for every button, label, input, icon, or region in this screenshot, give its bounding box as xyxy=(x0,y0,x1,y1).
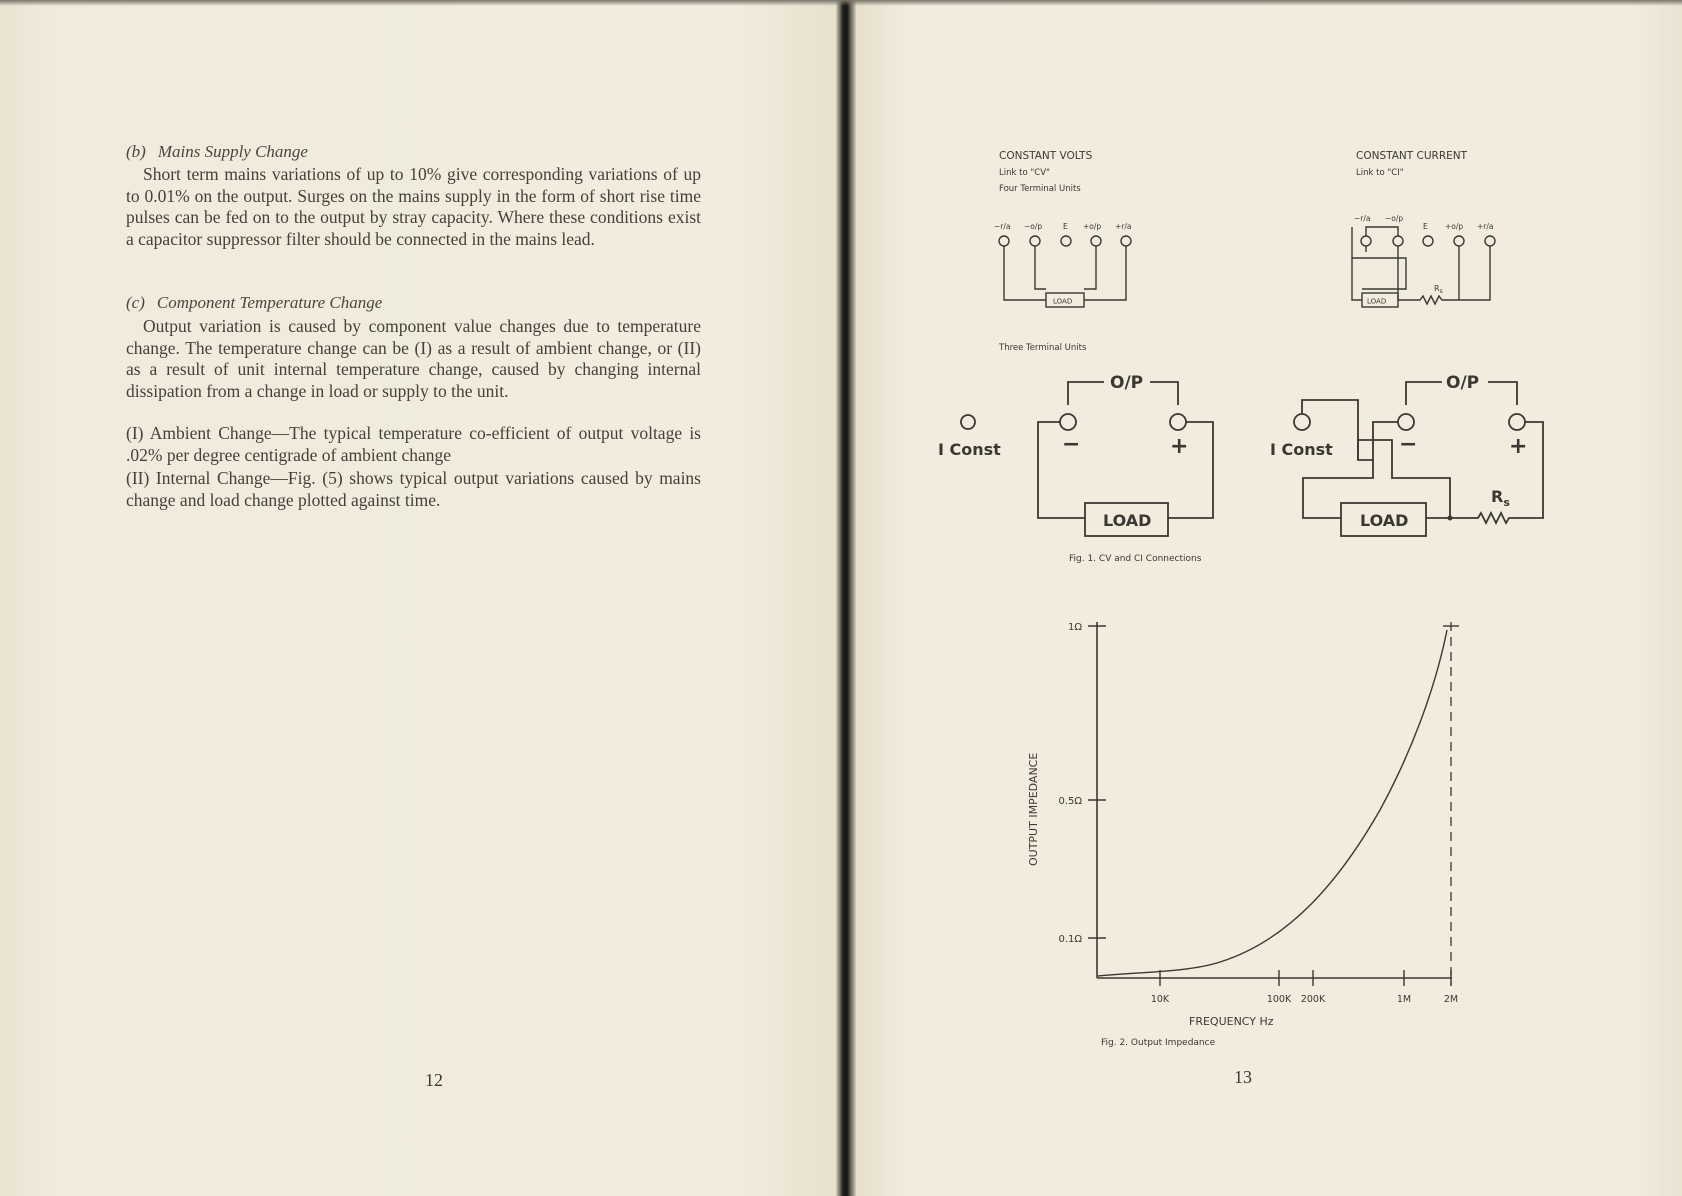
cv-four-terminal-diagram xyxy=(994,222,1132,307)
cc-op-label: O/P xyxy=(1446,373,1480,393)
cc-four-terminal-diagram xyxy=(1352,214,1495,307)
cv-minus-sign: − xyxy=(1062,432,1081,457)
cv-terminal xyxy=(1121,236,1131,246)
x-tick-label: 2M xyxy=(1443,994,1459,1005)
cv-title: CONSTANT VOLTS xyxy=(999,150,1093,162)
cc-plus-sign: + xyxy=(1509,434,1528,459)
section-b-paragraph: Short term mains variations of up to 10% give corresponding variations of up to 0.01% on the output. Surges on the mains supply in the form of short rise time pulses can be fed on to the output by stray capacity. Where these conditions exist a capacitor suppressor filter should be connected in the mains lead. xyxy=(126,164,701,249)
cv-plus-terminal xyxy=(1170,414,1186,430)
cv-iconst-terminal xyxy=(961,415,975,429)
section-c-item-2: (II) Internal Change—Fig. (5) shows typical output variations caused by mains change and load change plotted against time. xyxy=(126,468,701,510)
cv-three-terminal-diagram xyxy=(938,373,1213,536)
cv-terminal-label: −o/p xyxy=(1024,222,1043,231)
cc-terminal-label: E xyxy=(1423,222,1428,231)
cc-small-load-label: LOAD xyxy=(1367,297,1387,306)
three-terminal-label: Three Terminal Units xyxy=(999,343,1087,353)
section-c-label: (c) xyxy=(126,293,145,312)
x-tick-label: 100K xyxy=(1266,994,1292,1005)
cc-terminal xyxy=(1361,236,1371,246)
cc-resistor xyxy=(1450,422,1543,523)
cv-minus-terminal xyxy=(1060,414,1076,430)
y-axis-label: OUTPUT IMPEDANCE xyxy=(1027,752,1040,866)
cc-minus-terminal xyxy=(1398,414,1414,430)
cc-small-resistor xyxy=(1398,246,1490,304)
cc-small-rs-label: $R_s$ xyxy=(1434,284,1443,295)
cc-terminal-label: −o/p xyxy=(1385,214,1404,223)
cv-small-load-label: LOAD xyxy=(1053,297,1073,306)
cv-terminal xyxy=(1061,236,1071,246)
cc-minus-sign: − xyxy=(1399,432,1418,457)
cv-link: Link to "CV" xyxy=(999,168,1050,178)
four-terminal-label: Four Terminal Units xyxy=(999,184,1081,194)
cc-terminal xyxy=(1485,236,1495,246)
y-tick-label: 0.1Ω xyxy=(1058,934,1082,945)
cc-title: CONSTANT CURRENT xyxy=(1356,150,1468,162)
x-axis-label: FREQUENCY Hz xyxy=(1189,1015,1274,1028)
cc-iconst-terminal xyxy=(1294,414,1310,430)
cv-iconst-label: I Const xyxy=(938,440,1001,459)
cv-load-label: LOAD xyxy=(1103,511,1152,530)
page-number-left: 12 xyxy=(425,1070,443,1090)
fig1-caption: Fig. 1. CV and CI Connections xyxy=(1069,554,1202,564)
x-tick-label: 200K xyxy=(1300,994,1326,1005)
section-c-item-1: (I) Ambient Change—The typical temperature co-efficient of output voltage is .02% per degree centigrade of ambient change xyxy=(126,423,701,465)
fig2-caption: Fig. 2. Output Impedance xyxy=(1101,1038,1216,1048)
cv-terminal-label: −r/a xyxy=(994,222,1011,231)
impedance-curve xyxy=(1098,630,1447,976)
cc-plus-terminal xyxy=(1509,414,1525,430)
y-tick-label: 1Ω xyxy=(1067,622,1082,633)
page-number-right: 13 xyxy=(1234,1067,1252,1087)
section-c-paragraph: Output variation is caused by component value changes due to temperature change. The temperature change can be (I) as a result of ambient change, or (II) as a result of unit internal temperature change, caused by changing internal dissipation from a change in load or supply to the unit. xyxy=(126,316,701,401)
cv-terminal xyxy=(1091,236,1101,246)
cv-op-label: O/P xyxy=(1110,373,1144,393)
x-tick-label: 10K xyxy=(1150,994,1170,1005)
cc-iconst-label: I Const xyxy=(1270,440,1333,459)
cv-terminal-label: +o/p xyxy=(1083,222,1102,231)
cv-terminal-label: E xyxy=(1063,222,1068,231)
x-tick-label: 1M xyxy=(1396,994,1412,1005)
cc-rs-label: $R_s$ xyxy=(1491,487,1510,509)
section-c-title: Component Temperature Change xyxy=(156,293,383,312)
cv-plus-sign: + xyxy=(1170,434,1189,459)
cc-load-label: LOAD xyxy=(1360,511,1409,530)
cv-terminal xyxy=(1030,236,1040,246)
y-tick-label: 0.5Ω xyxy=(1058,796,1082,807)
cv-terminal xyxy=(999,236,1009,246)
cc-terminal xyxy=(1393,236,1403,246)
output-impedance-chart xyxy=(1027,622,1459,1028)
cc-terminal-label: −r/a xyxy=(1354,214,1371,223)
cc-terminal xyxy=(1423,236,1433,246)
cc-link: Link to "CI" xyxy=(1356,168,1404,178)
cc-terminal-label: +o/p xyxy=(1445,222,1464,231)
cc-terminal xyxy=(1454,236,1464,246)
cc-three-terminal-diagram xyxy=(1270,373,1543,536)
cc-terminal-label: +r/a xyxy=(1477,222,1494,231)
cv-terminal-label: +r/a xyxy=(1115,222,1132,231)
section-b-title: Mains Supply Change xyxy=(157,142,308,161)
section-b-label: (b) xyxy=(126,142,146,161)
